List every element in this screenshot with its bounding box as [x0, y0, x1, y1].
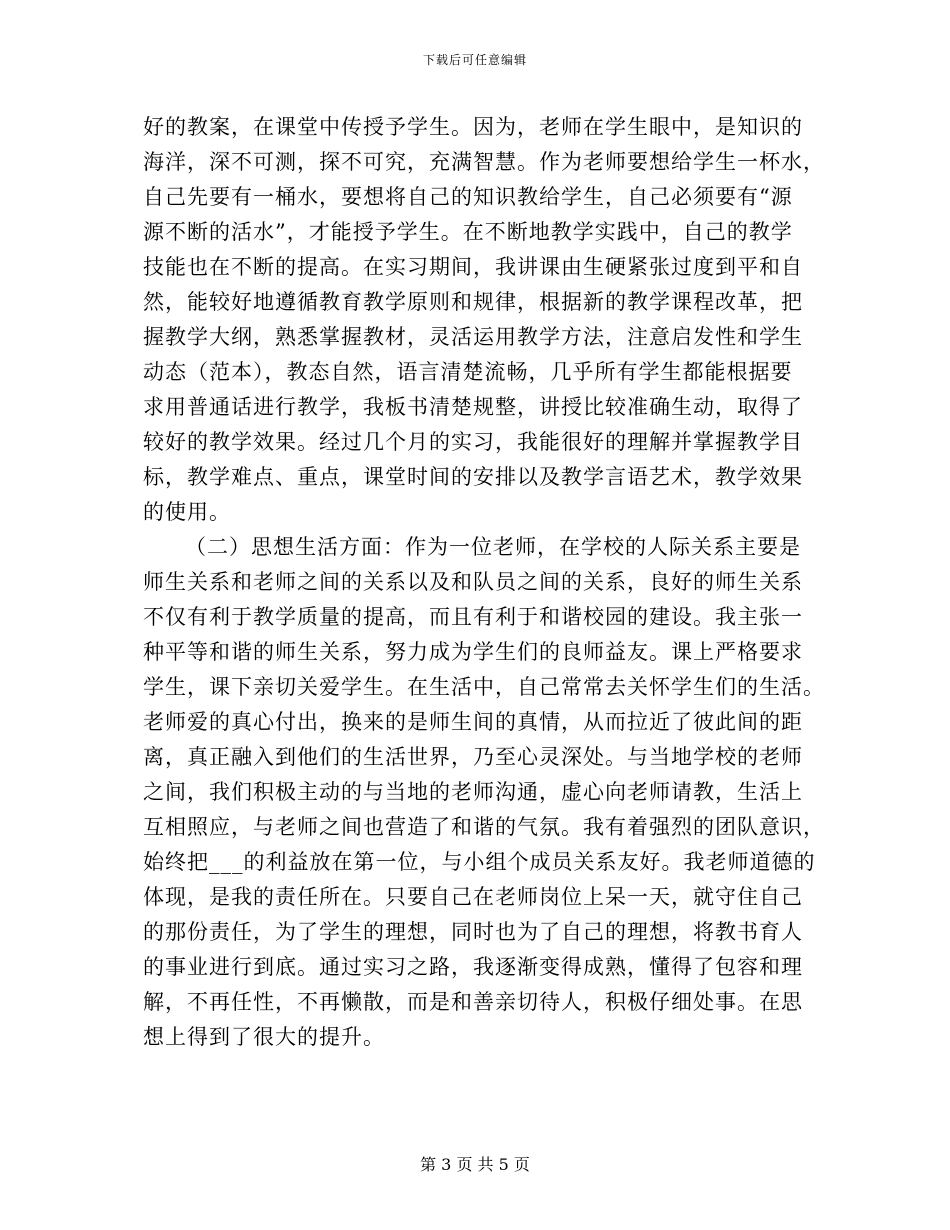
text-line: 学生，课下亲切关爱学生。在生活中，自己常常去关怀学生们的生活。: [143, 675, 825, 699]
section-heading-line: （二）思想生活方面：作为一位老师，在学校的人际关系主要是: [185, 535, 801, 559]
text-line: 的事业进行到底。通过实习之路，我逐渐变得成熟，懂得了包容和理: [143, 955, 803, 979]
document-body: [143, 110, 825, 1055]
text-line: 体现，是我的责任所在。只要自己在老师岗位上呆一天，就守住自己: [143, 885, 803, 909]
text-line: 握教学大纲，熟悉掌握教材，灵活运用教学方法，注意启发性和学生: [143, 325, 803, 349]
text-line: 的那份责任，为了学生的理想，同时也为了自己的理想，将教书育人: [143, 920, 803, 944]
text-line: 之间，我们积极主动的与当地的老师沟通，虚心向老师请教，生活上: [143, 780, 803, 804]
text-line: 师生关系和老师之间的关系以及和队员之间的关系，良好的师生关系: [143, 570, 803, 594]
text-line: 老师爱的真心付出，换来的是师生间的真情，从而拉近了彼此间的距: [143, 710, 803, 734]
page-header: 下载后可任意编辑: [422, 53, 527, 67]
text-line: 种平等和谐的师生关系，努力成为学生们的良师益友。课上严格要求: [143, 640, 803, 664]
text-line: 始终把___的利益放在第一位，与小组个成员关系友好。我老师道德的: [143, 850, 816, 874]
text-line: 海洋，深不可测，探不可究，充满智慧。作为老师要想给学生一杯水，: [143, 150, 825, 174]
text-line: 然，能较好地遵循教育教学原则和规律，根据新的教学课程改革，把: [143, 290, 803, 314]
text-line: 源不断的活水”，才能授予学生。在不断地教学实践中，自己的教学: [143, 220, 793, 244]
text-line: 的使用。: [143, 500, 231, 524]
text-line: 解，不再任性，不再懒散，而是和善亲切待人，积极仔细处事。在思: [143, 990, 803, 1014]
text-line: 较好的教学效果。经过几个月的实习，我能很好的理解并掌握教学目: [143, 430, 803, 454]
text-line: 技能也在不断的提高。在实习期间，我讲课由生硬紧张过度到平和自: [143, 255, 803, 279]
page-number: 第 3 页 共 5 页: [420, 1155, 530, 1174]
text-line: 求用普通话进行教学，我板书清楚规整，讲授比较准确生动，取得了: [143, 395, 803, 419]
text-line: 标，教学难点、重点，课堂时间的安排以及教学言语艺术，教学效果: [143, 465, 803, 489]
text-line: 互相照应，与老师之间也营造了和谐的气氛。我有着强烈的团队意识，: [143, 815, 825, 839]
text-line: 不仅有利于教学质量的提高，而且有利于和谐校园的建设。我主张一: [143, 605, 803, 629]
text-line: 动态（范本），教态自然，语言清楚流畅，几乎所有学生都能根据要: [143, 360, 793, 384]
text-line: 想上得到了很大的提升。: [143, 1025, 385, 1049]
text-line: 离，真正融入到他们的生活世界，乃至心灵深处。与当地学校的老师: [143, 745, 803, 769]
text-line: 自己先要有一桶水，要想将自己的知识教给学生，自己必须要有“源: [143, 185, 793, 209]
text-line: 好的教案，在课堂中传授予学生。因为，老师在学生眼中，是知识的: [143, 115, 803, 139]
